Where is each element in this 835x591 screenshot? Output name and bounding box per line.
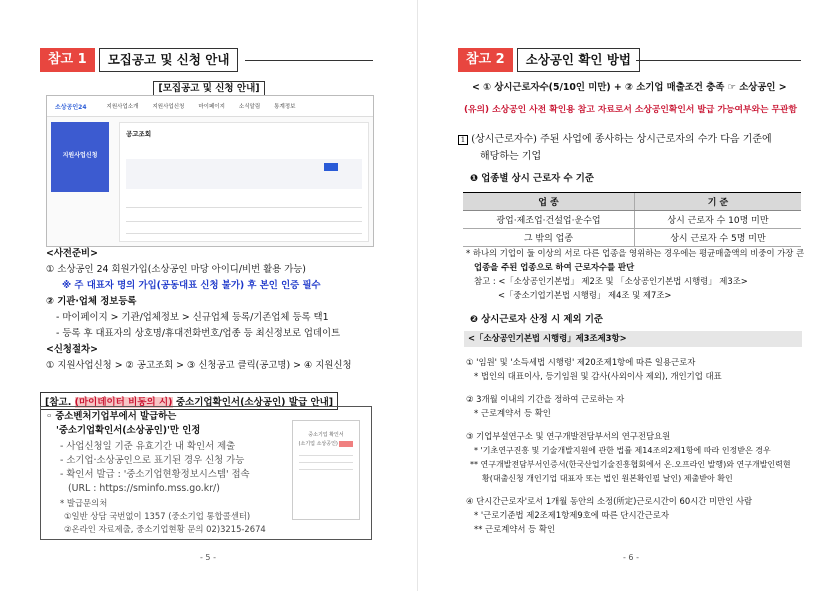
subheading-2: ❷ 상시근로자 산정 시 제외 기준 (470, 314, 603, 325)
exclusion-4-note-b: ** 근로계약서 등 확인 (474, 524, 556, 534)
section-tag: 참고 2 (458, 48, 513, 72)
screenshot-nav (47, 96, 373, 117)
nav-item: 지원사업소개 (106, 104, 139, 110)
table-cell: 상시 근로자 수 10명 미만 (634, 211, 801, 229)
cert-line-8: ①일반 상담 국번없이 1357 (중소기업 통합콜센터) (64, 511, 251, 521)
seal-icon (339, 441, 353, 447)
exclusion-3-note-a: * '기초연구진흥 및 기술개발지원에 관한 법률 제14조의2제1항에 따라 인정받은 경우 (474, 446, 771, 455)
prep-title: <사전준비> (46, 248, 98, 259)
section-tag: 참고 1 (40, 48, 95, 72)
cert-line-6[interactable]: (URL : https://sminfo.mss.go.kr/) (68, 483, 220, 494)
table-header-row (463, 193, 801, 211)
exclusion-3-note-b: ** 연구개발전담부서인증서(한국산업기술진흥협회에서 온.오프라인 발행)와 연구개발인력현 (470, 460, 791, 469)
site-logo: 소상공인24 (55, 103, 87, 111)
definition-line-2: 해당하는 기업 (480, 151, 542, 162)
cert-line-9: ②온라인 자료제출, 중소기업현황 문의 02)3215-2674 (64, 524, 266, 534)
nav-item: 지원사업신청 (152, 104, 185, 110)
screenshot-sidebar: 지원사업신청 (51, 122, 109, 192)
nav-item: 통계정보 (274, 104, 296, 110)
definition-line-1: 1 (상시근로자수) 주된 사업에 종사하는 상시근로자의 수가 다음 기준에 (458, 133, 772, 146)
section-header-2 (458, 48, 640, 72)
screenshot-search-button (324, 163, 338, 171)
prep-step-2b: - 등록 후 대표자의 상호명/휴대전화번호/업종 등 최신정보로 업데이트 (56, 328, 341, 339)
website-screenshot (46, 95, 374, 247)
proc-steps: ① 지원사업신청 > ② 공고조회 > ③ 신청공고 클릭(공고명) > ④ 지원신청 (46, 360, 352, 371)
exclusion-4-note-a: * '근로기준법 제2조제1항제9호에 따른 단시간근로자 (474, 510, 669, 520)
exclusion-3: ③ 기업부설연구소 및 연구개발전담부서의 연구전담요원 (466, 431, 671, 441)
cert-line-7: * 발급문의처 (60, 498, 108, 508)
note-1b: 업종을 주된 업종으로 하여 근로자수를 판단 (474, 262, 635, 272)
formula: < ① 상시근로자수(5/10인 미만) + ② 소기업 매출조건 충족 ☞ 소상공인 > (472, 82, 787, 93)
notice: (유의) 소상공인 사전 확인용 참고 자료로서 소상공인확인서 발급 가능여부와는 무관함 (464, 105, 798, 115)
exclusion-2: ② 3개월 이내의 기간을 정하여 근로하는 자 (466, 394, 625, 404)
law-reference: <「소상공인기본법 시행령」제3조제3항> (468, 333, 627, 343)
cert-caption: [참고. (마이데이터 비동의 시) 중소기업확인서(소상공인) 발급 안내] (40, 390, 368, 410)
screenshot-row (126, 207, 362, 208)
table-cell: 그 밖의 업종 (463, 229, 634, 247)
section-title: 소상공인 확인 방법 (517, 48, 640, 72)
prep-step-2a: - 마이페이지 > 기관/업체정보 > 신규업체 등록/기존업체 등록 택1 (56, 312, 329, 323)
exclusion-2-note: * 근로계약서 등 확인 (474, 408, 551, 418)
exclusion-3-note-c: 황(대출신청 개인기업 대표자 또는 법인 원본확인필 날인) 제출받아 확인 (482, 474, 733, 483)
prep-step-1: ① 소상공인 24 회원가입(소상공인 마당 아이디/비번 활용 가능) (46, 264, 306, 275)
screenshot-main-title: 공고조회 (126, 130, 152, 138)
caption-recruit: [모집공고 및 신청 안내] (46, 80, 372, 94)
prep-step-1-note: ※ 주 대표자 명의 가입(공동대표 신청 불가) 후 본인 인증 필수 (62, 280, 321, 291)
page-number: - 6 - (623, 553, 639, 562)
table-cell: 상시 근로자 수 5명 미만 (634, 229, 801, 247)
table-row (463, 211, 801, 229)
header-rule (636, 60, 801, 61)
section-header-1 (40, 48, 238, 72)
cert-line-1: ◦ 중소벤처기업부에서 발급하는 (46, 411, 177, 422)
table-row (463, 229, 801, 247)
note-1a: * 하나의 기업이 둘 이상의 서로 다른 업종을 영위하는 경우에는 평균매출액의 비중이 가장 큰 (466, 248, 805, 258)
nav-item: 소식알림 (238, 104, 261, 110)
table-cell: 광업·제조업·건설업·운수업 (463, 211, 634, 229)
table-header-cell: 기 준 (634, 193, 801, 211)
page-6 (418, 0, 835, 591)
employee-criteria-table (463, 192, 801, 247)
certificate-image (292, 420, 360, 520)
note-1d: <「중소기업기본법 시행령」 제4조 및 제7조> (498, 290, 672, 300)
exclusion-1-note: * 법인의 대표이사, 등기임원 및 감사(사외이사 제외), 개인기업 대표 (474, 371, 722, 381)
table-header-cell: 업 종 (463, 193, 634, 211)
certificate-title: 중소기업 확인서 (308, 432, 344, 438)
page-number: - 5 - (200, 553, 216, 562)
proc-title: <신청절차> (46, 344, 98, 355)
certificate-subtitle: (소기업 소상공인) (298, 441, 338, 447)
exclusion-1: ① '임원' 및 '소득세법 시행령' 제20조제1항에 따른 일용근로자 (466, 357, 696, 367)
prep-step-2: ② 기관·업체 정보등록 (46, 296, 137, 307)
cert-line-2: '중소기업확인서(소상공인)'만 인정 (56, 425, 201, 436)
exclusion-4: ④ 단시간근로자'로서 1개월 동안의 소정(所定)근로시간이 60시간 미만인 사람 (466, 496, 753, 506)
cert-line-5: - 확인서 발급 : '중소기업현황정보시스템' 접속 (60, 469, 250, 480)
note-1c: 참고 : <「소상공인기본법」 제2조 및 「소상공인기본법 시행령」 제3조> (474, 276, 748, 286)
cert-line-4: - 소기업·소상공인으로 표기된 경우 신청 가능 (60, 455, 245, 466)
screenshot-row (126, 233, 362, 234)
subheading-1: ❶ 업종별 상시 근로자 수 기준 (470, 173, 594, 184)
header-rule (245, 60, 373, 61)
screenshot-main (119, 122, 369, 242)
section-title: 모집공고 및 신청 안내 (99, 48, 239, 72)
nav-item: 마이페이지 (198, 104, 225, 110)
cert-line-3: - 사업신청일 기준 유효기간 내 확인서 제출 (60, 441, 236, 452)
screenshot-row (126, 221, 362, 222)
page-5 (0, 0, 417, 591)
checkbox-icon: 1 (458, 135, 468, 145)
